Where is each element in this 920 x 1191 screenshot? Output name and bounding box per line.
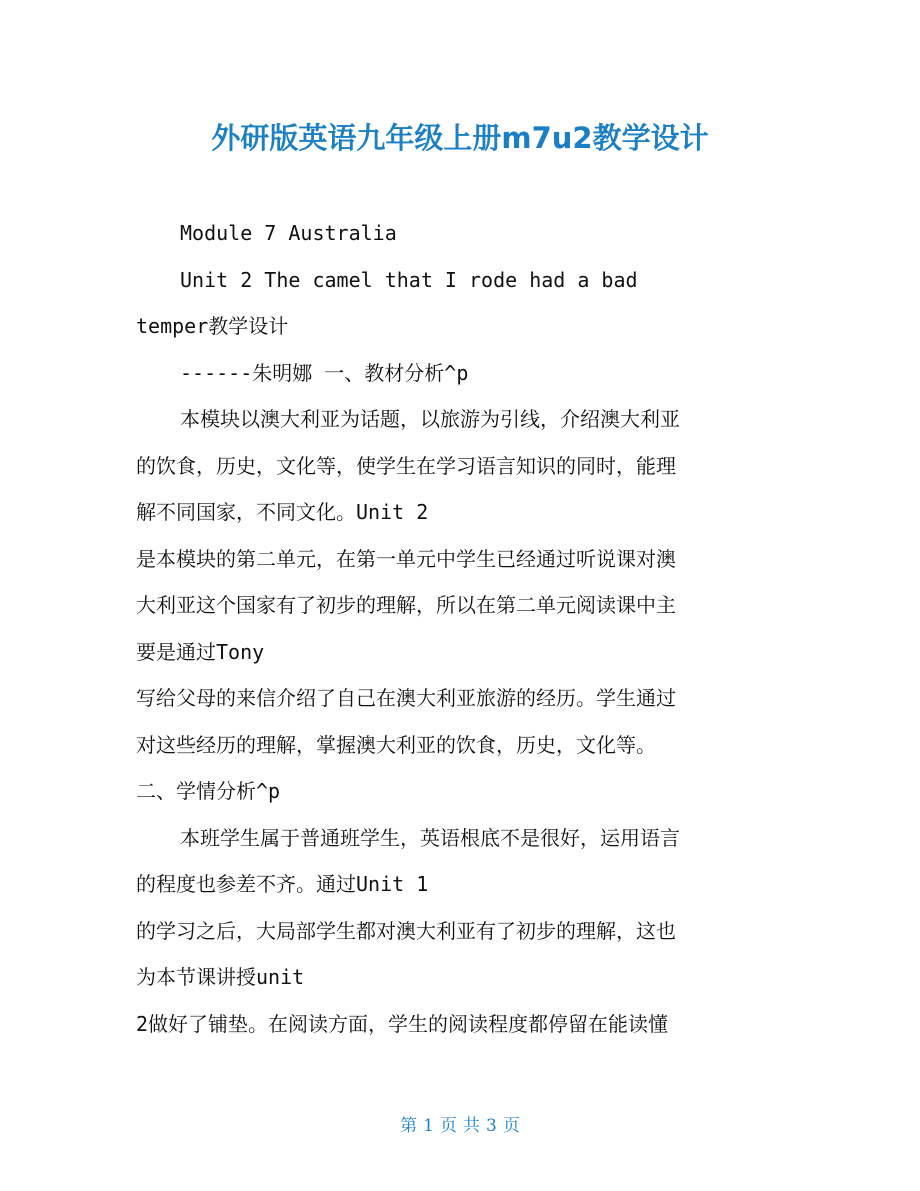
body-line: ------朱明娜 一、教材分析^p: [180, 360, 469, 385]
body-line: 2做好了铺垫。在阅读方面，学生的阅读程度都停留在能读懂: [136, 1011, 669, 1036]
footer-total-pages: 3: [486, 1116, 497, 1136]
body-line: 本班学生属于普通班学生，英语根底不是很好，运用语言: [180, 825, 680, 850]
document-title: 外研版英语九年级上册m7u2教学设计: [211, 121, 709, 155]
footer-page-word: 第: [400, 1116, 418, 1136]
section-heading: 二、学情分析^p: [136, 779, 281, 803]
body-line: 的饮食，历史，文化等，使学生在学习语言知识的同时，能理: [136, 453, 676, 478]
body-line: 写给父母的来信介绍了自己在澳大利亚旅游的经历。学生通过: [136, 686, 676, 710]
body-line: 解不同国家，不同文化。Unit 2: [136, 500, 429, 524]
footer-total-word: 共: [463, 1116, 480, 1136]
body-line: Unit 2 The camel that I rode had a bad: [180, 267, 638, 292]
body-line: 对这些经历的理解，掌握澳大利亚的饮食，历史，文化等。: [136, 732, 656, 757]
page-footer: [0, 1112, 920, 1140]
body-line: 是本模块的第二单元，在第一单元中学生已经通过听说课对澳: [136, 546, 676, 571]
body-line: 的学习之后，大局部学生都对澳大利亚有了初步的理解，这也: [136, 918, 676, 943]
footer-current-page: 1: [423, 1116, 434, 1136]
footer-page-unit: 页: [440, 1116, 457, 1136]
body-line: temper教学设计: [136, 314, 289, 338]
body-line: 本模块以澳大利亚为话题，以旅游为引线，介绍澳大利亚: [180, 407, 680, 431]
body-line: 为本节课讲授unit: [136, 965, 305, 989]
body-line: 的程度也参差不齐。通过Unit 1: [136, 872, 429, 896]
body-line: 大利亚这个国家有了初步的理解，所以在第二单元阅读课中主: [136, 593, 676, 617]
body-line: Module 7 Australia: [180, 221, 397, 245]
body-line: 要是通过Tony: [136, 639, 265, 664]
footer-total-unit: 页: [502, 1116, 520, 1136]
document-body: [136, 210, 786, 1047]
